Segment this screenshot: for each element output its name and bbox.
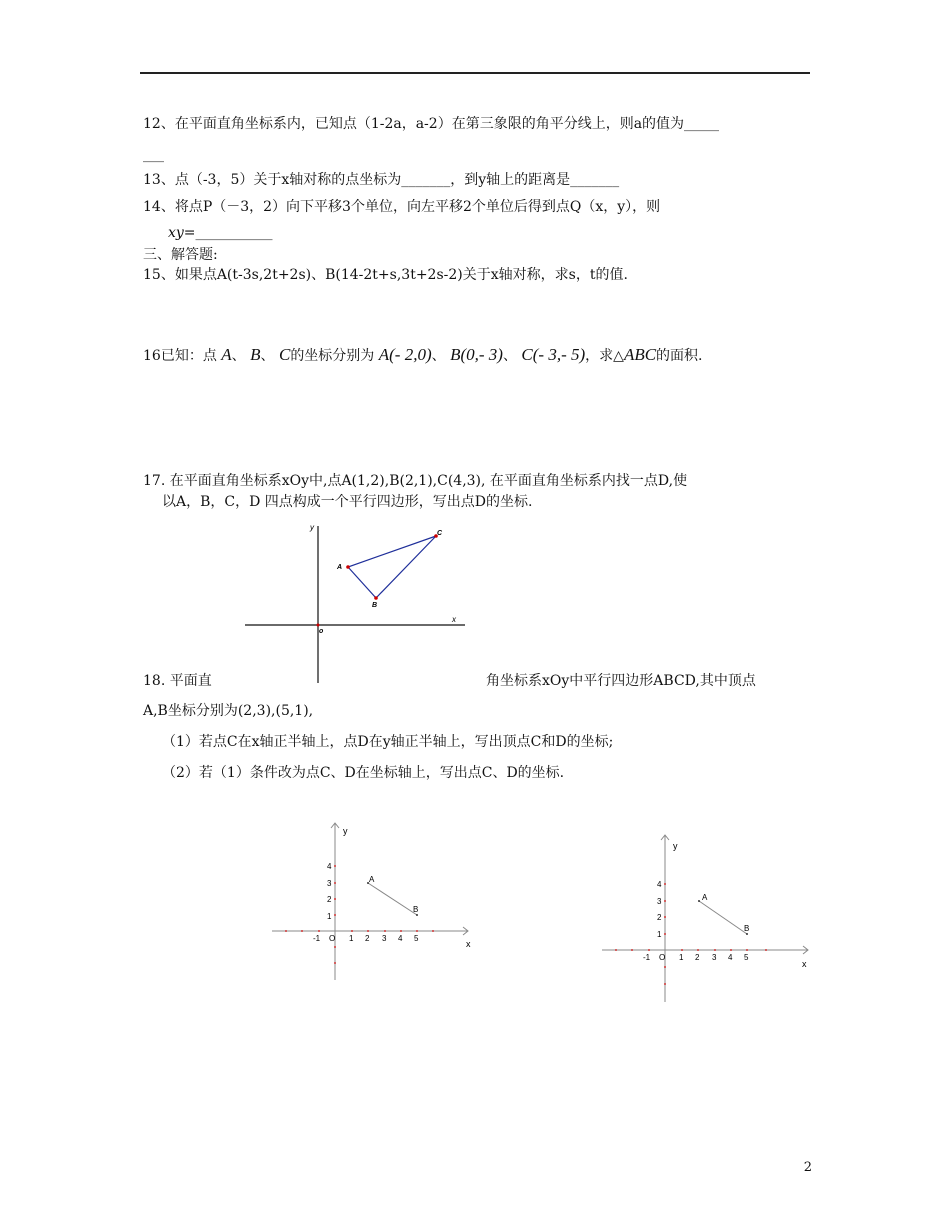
x-tick-1: 1 bbox=[679, 953, 684, 962]
triangle-label: ABC bbox=[623, 345, 657, 364]
x-tick-5: 5 bbox=[414, 934, 419, 943]
y-tick-4: 4 bbox=[657, 880, 662, 889]
question-17-line1: 17. 在平面直角坐标系xOy中,点A(1,2),B(2,1),C(4,3), 在平面直角坐标系内找一点D,使 bbox=[143, 473, 688, 489]
x-tick-1: 1 bbox=[349, 934, 354, 943]
x-tick-4: 4 bbox=[398, 934, 403, 943]
question-12-continuation: ___ bbox=[143, 147, 164, 163]
label-A: A bbox=[702, 893, 708, 902]
question-12: 12、在平面直角坐标系内，已知点（1-2a，a-2）在第三象限的角平分线上，则a的值为_____ bbox=[143, 116, 720, 132]
triangle-ABC bbox=[348, 536, 436, 598]
graph-18-right bbox=[598, 830, 813, 1005]
coord-C: C(- 3,- 5) bbox=[521, 345, 586, 364]
question-13: 13、点（-3，5）关于x轴对称的点坐标为_______，到y轴上的距离是_______ bbox=[143, 172, 620, 188]
y-tick-1: 1 bbox=[327, 912, 332, 921]
x-tick-3: 3 bbox=[382, 934, 387, 943]
origin-label: O bbox=[659, 953, 666, 962]
question-18-right: 角坐标系xOy中平行四边形ABCD,其中顶点 bbox=[486, 673, 756, 689]
label-A: A bbox=[337, 564, 343, 571]
point-C-label: C bbox=[278, 345, 291, 364]
y-tick-2: 2 bbox=[657, 913, 662, 922]
point-B bbox=[416, 914, 418, 916]
x-axis-label: x bbox=[466, 939, 471, 949]
figure-17 bbox=[240, 518, 475, 688]
label-B: B bbox=[413, 905, 419, 914]
y-axis-label: y bbox=[310, 523, 314, 532]
question-14-line1: 14、将点P（－3，2）向下平移3个单位，向左平移2个单位后得到点Q（x，y），则 bbox=[143, 199, 661, 215]
origin-point bbox=[317, 624, 320, 627]
point-B bbox=[746, 933, 748, 935]
x-tick-4: 4 bbox=[728, 953, 733, 962]
y-tick-1: 1 bbox=[657, 930, 662, 939]
x-tick-3: 3 bbox=[712, 953, 717, 962]
question-18-left: 18. 平面直 bbox=[143, 673, 212, 689]
y-tick-3: 3 bbox=[327, 879, 332, 888]
question-18-part1: （1）若点C在x轴正半轴上，点D在y轴正半轴上，写出顶点C和D的坐标; bbox=[162, 734, 614, 750]
question-18-part2: （2）若（1）条件改为点C、D在坐标轴上，写出点C、D的坐标. bbox=[162, 765, 565, 781]
label-B: B bbox=[744, 924, 750, 933]
question-17-line2: 以A，B，C，D 四点构成一个平行四边形，写出点D的坐标. bbox=[162, 494, 533, 510]
header-rule bbox=[140, 72, 810, 74]
y-tick-2: 2 bbox=[327, 895, 332, 904]
x-axis-label: x bbox=[802, 959, 807, 969]
origin-label: o bbox=[319, 628, 324, 635]
point-A bbox=[698, 900, 700, 902]
x-tick-5: 5 bbox=[744, 953, 749, 962]
label-C: C bbox=[437, 530, 443, 537]
section-heading: 三、解答题: bbox=[143, 247, 218, 263]
y-tick-3: 3 bbox=[657, 897, 662, 906]
question-18-line2: A,B坐标分别为(2,3),(5,1), bbox=[143, 703, 314, 719]
point-B-label: B bbox=[250, 345, 261, 364]
segment-AB bbox=[368, 883, 417, 915]
y-axis-label: y bbox=[673, 841, 678, 851]
tick-neg1: -1 bbox=[643, 953, 651, 962]
coord-B: B(0,- 3) bbox=[450, 345, 503, 364]
graph-18-left bbox=[268, 818, 483, 988]
page-number: 2 bbox=[803, 1160, 812, 1175]
origin-label: O bbox=[329, 934, 336, 943]
point-B bbox=[374, 596, 378, 600]
tick-neg1: -1 bbox=[313, 934, 321, 943]
x-tick-2: 2 bbox=[695, 953, 700, 962]
point-A-label: A bbox=[221, 345, 232, 364]
question-14-line2: xy=___________ bbox=[168, 225, 273, 241]
x-tick-2: 2 bbox=[365, 934, 370, 943]
question-16: 16已知：点 A、 B、 C的坐标分别为 A(- 2,0)、 B(0,- 3)、 C(- 3,- 5)，求△ABC的面积. bbox=[143, 345, 703, 364]
point-A bbox=[346, 565, 350, 569]
y-tick-4: 4 bbox=[327, 862, 332, 871]
label-A: A bbox=[369, 875, 375, 884]
y-axis-label: y bbox=[343, 826, 348, 836]
x-axis-label: x bbox=[452, 615, 456, 624]
segment-AB bbox=[699, 901, 750, 934]
question-15: 15、如果点A(t-3s,2t+2s)、B(14-2t+s,3t+2s-2)关于x轴对称，求s，t的值. bbox=[143, 267, 628, 283]
label-B: B bbox=[372, 602, 378, 609]
coord-A: A(- 2,0) bbox=[378, 345, 432, 364]
